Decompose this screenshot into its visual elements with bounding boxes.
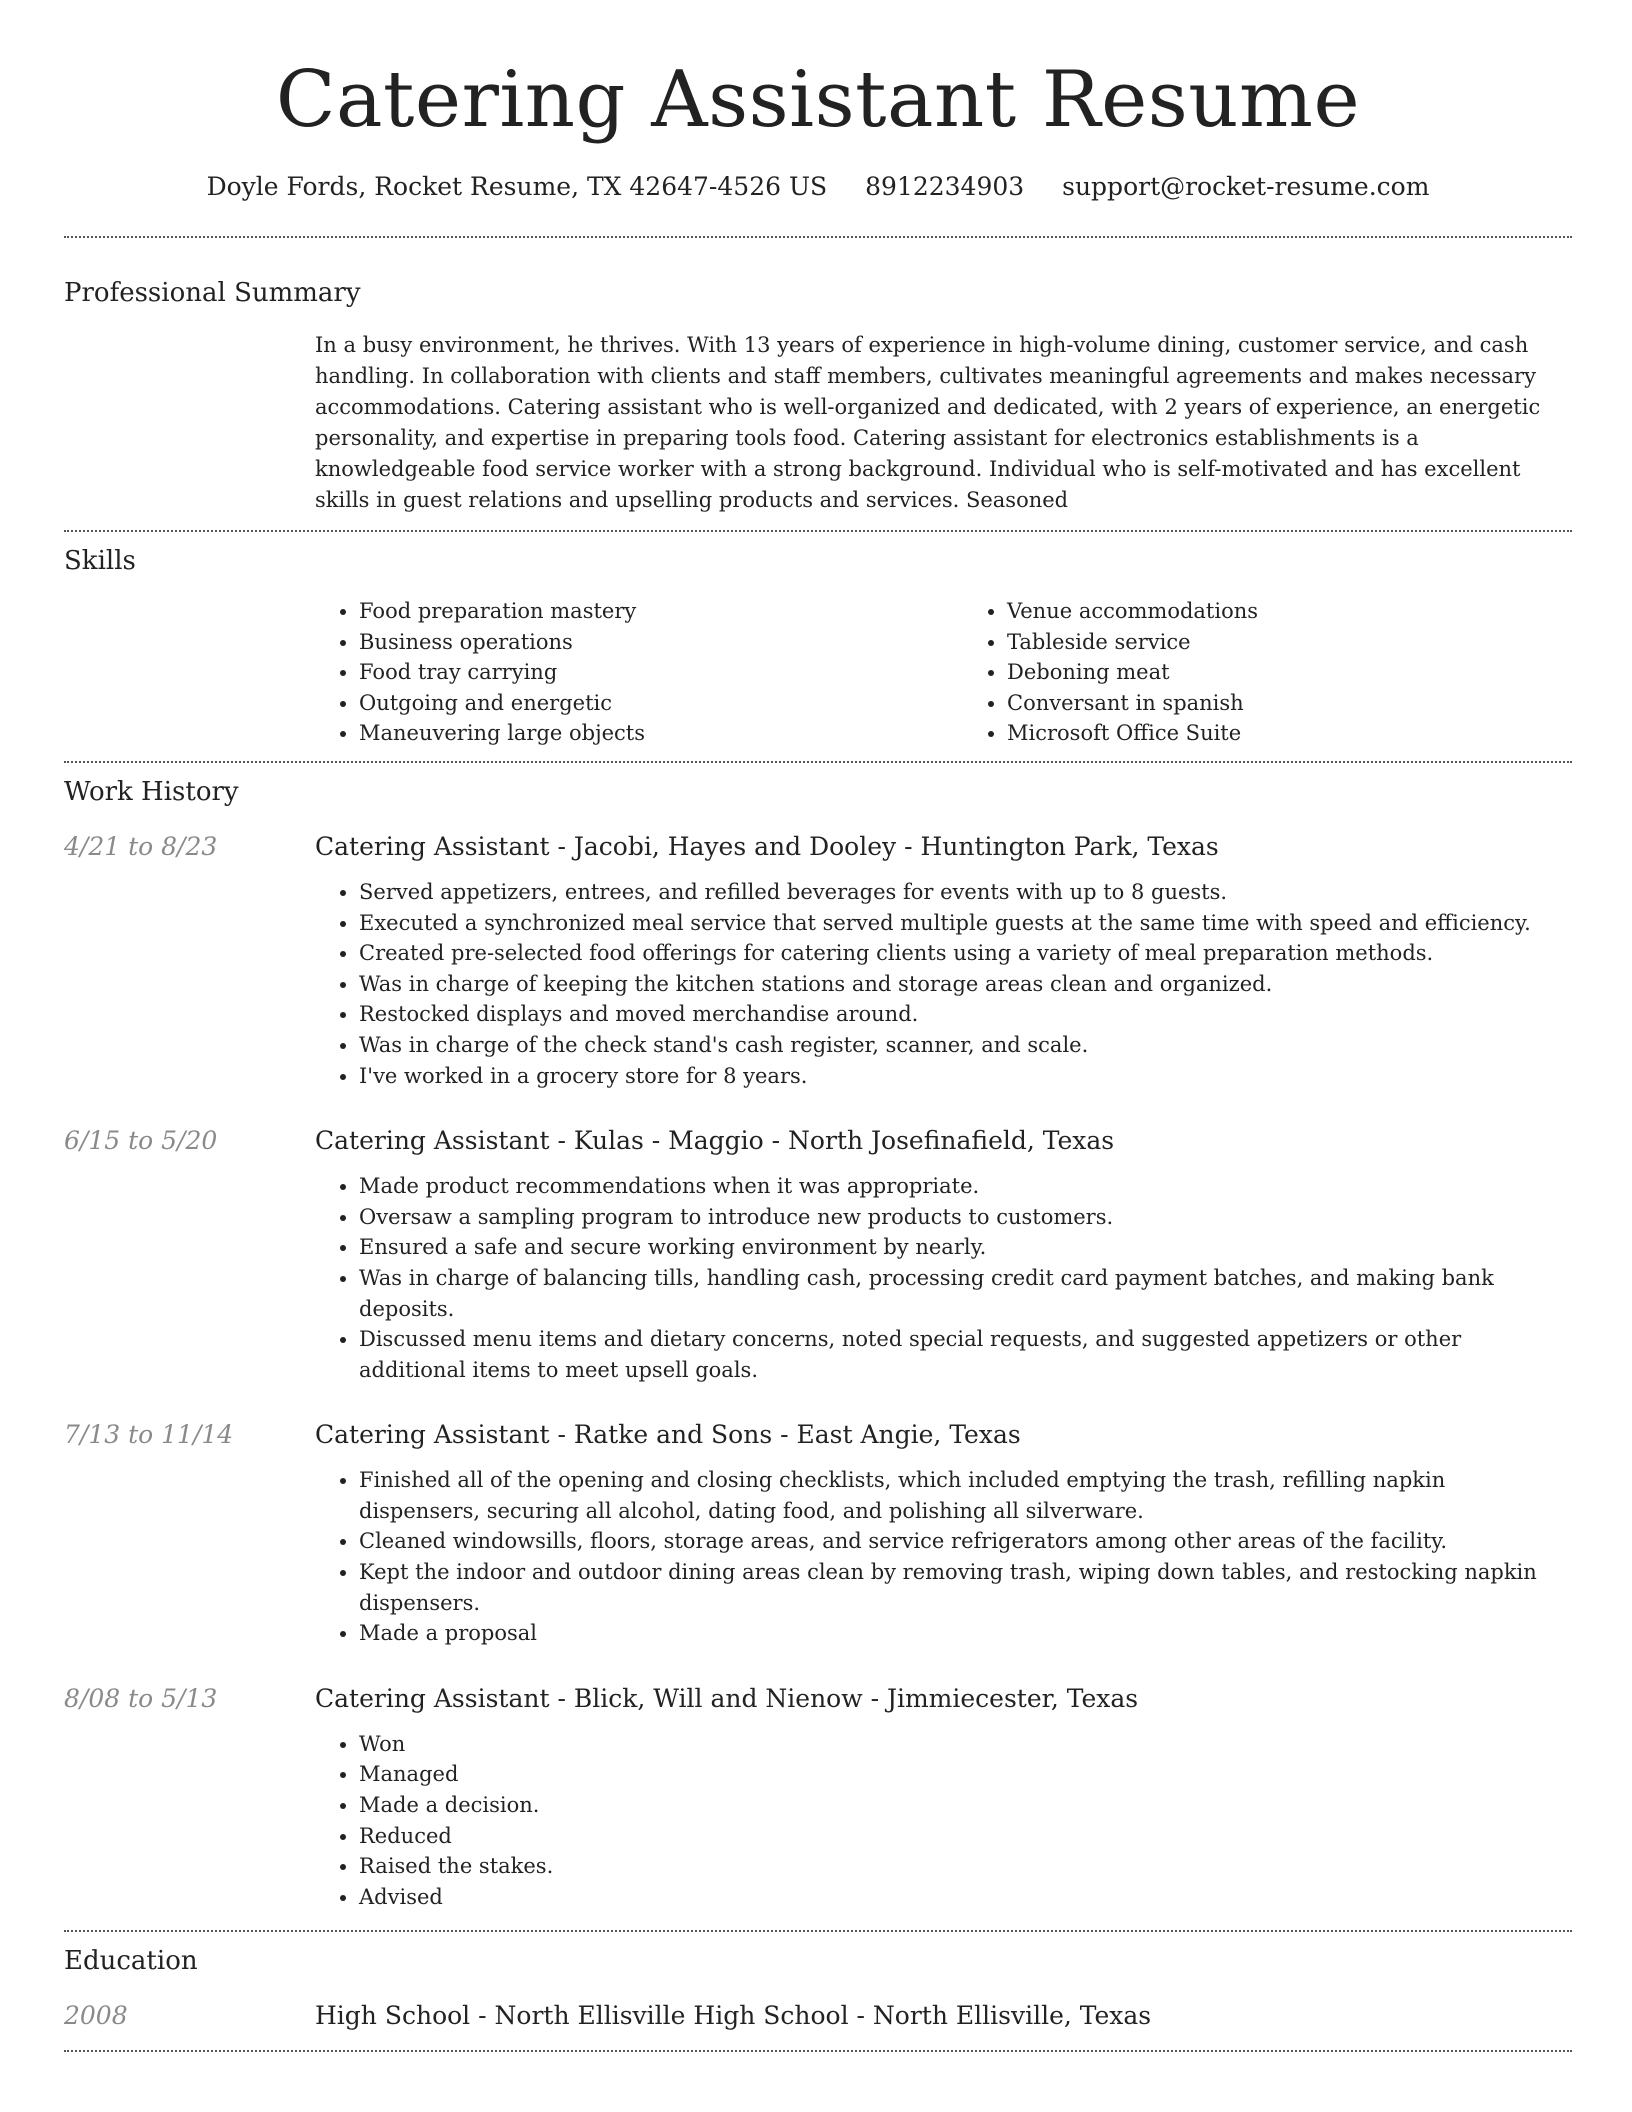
contact-email: support@rocket-resume.com	[1062, 172, 1430, 201]
duty-item: • Won	[359, 1729, 1572, 1760]
divider	[64, 1930, 1572, 1932]
contact-address: Doyle Fords, Rocket Resume, TX 42647-4526 US	[206, 172, 828, 201]
duty-item: • Discussed menu items and dietary concerns, noted special requests, and suggested appetizers or other additional items to meet upsell goals.	[359, 1324, 1572, 1385]
summary-section	[64, 276, 1572, 516]
skill-item: • Business operations	[359, 627, 924, 658]
skills-list-left	[315, 596, 924, 749]
duty-item: • Managed	[359, 1759, 1572, 1790]
section-heading-skills: Skills	[64, 546, 136, 576]
divider	[64, 236, 1572, 238]
job-entry	[64, 1125, 1572, 1385]
job-title: Catering Assistant - Jacobi, Hayes and Dooley - Huntington Park, Texas	[315, 831, 1219, 861]
duty-item: • Made product recommendations when it was appropriate.	[359, 1171, 1572, 1202]
section-heading-summary: Professional Summary	[64, 278, 361, 308]
skills-list-right	[963, 596, 1572, 749]
job-dates: 8/08 to 5/13	[64, 1683, 218, 1713]
job-entry	[64, 1683, 1572, 1913]
job-dates: 7/13 to 11/14	[64, 1420, 234, 1450]
job-duties	[315, 1171, 1572, 1385]
section-heading-education: Education	[64, 1946, 198, 1977]
job-title: Catering Assistant - Blick, Will and Nienow - Jimmiecester, Texas	[315, 1683, 1139, 1713]
divider	[64, 761, 1572, 763]
duty-item: • Made a decision.	[359, 1790, 1572, 1821]
skill-item: • Food tray carrying	[359, 657, 924, 688]
job-title: Catering Assistant - Ratke and Sons - East Angie, Texas	[315, 1420, 1021, 1450]
duty-item: • Served appetizers, entrees, and refilled beverages for events with up to 8 guests.	[359, 877, 1572, 908]
job-dates: 6/15 to 5/20	[64, 1126, 218, 1156]
duty-item: • Restocked displays and moved merchandise around.	[359, 999, 1572, 1030]
duty-item: • Oversaw a sampling program to introduce new products to customers.	[359, 1202, 1572, 1233]
duty-item: • Advised	[359, 1882, 1572, 1913]
skill-item: • Conversant in spanish	[1007, 688, 1572, 719]
summary-text: In a busy environment, he thrives. With 13 years of experience in high-volume dining, customer service, and cash handling. In collaboration with clients and staff members, cultivates meaningful agreements and makes necessary accommodations. Catering assistant who is well-organized and dedicated, with 2 years of experience, an energetic personality, and expertise in preparing tools food. Catering assistant for electronics establishments is a knowledgeable food service worker with a strong background. Individual who is self-motivated and has excellent skills in guest relations and upselling products and services. Seasoned	[315, 333, 1541, 512]
skill-item: • Microsoft Office Suite	[1007, 718, 1572, 749]
duty-item: • Created pre-selected food offerings for catering clients using a variety of meal preparation methods.	[359, 938, 1572, 969]
skill-item: • Tableside service	[1007, 627, 1572, 658]
contact-phone: 8912234903	[865, 172, 1025, 201]
job-duties	[315, 1465, 1572, 1649]
duty-item: • Finished all of the opening and closing checklists, which included emptying the trash, refilling napkin dispensers, securing all alcohol, dating food, and polishing all silverware.	[359, 1465, 1572, 1526]
job-entry	[64, 1419, 1572, 1649]
skills-section	[64, 544, 1572, 749]
duty-item: • Raised the stakes.	[359, 1851, 1572, 1882]
skill-item: • Maneuvering large objects	[359, 718, 924, 749]
section-heading-work: Work History	[64, 776, 239, 807]
divider	[64, 2050, 1572, 2052]
job-entry	[64, 831, 1572, 1091]
duty-item: • Cleaned windowsills, floors, storage areas, and service refrigerators among other areas of the facility.	[359, 1526, 1572, 1557]
job-duties	[315, 877, 1572, 1091]
skill-item: • Outgoing and energetic	[359, 688, 924, 719]
duty-item: • Reduced	[359, 1821, 1572, 1852]
education-title: High School - North Ellisville High School - North Ellisville, Texas	[315, 2001, 1152, 2031]
duty-item: • Made a proposal	[359, 1618, 1572, 1649]
duty-item: • Was in charge of the check stand's cash register, scanner, and scale.	[359, 1030, 1572, 1061]
contact-line	[64, 170, 1572, 204]
education-entry	[64, 2000, 1572, 2032]
work-history-section	[64, 775, 1572, 1912]
duty-item: • Was in charge of keeping the kitchen stations and storage areas clean and organized.	[359, 969, 1572, 1000]
skill-item: • Food preparation mastery	[359, 596, 924, 627]
resume-page	[64, 0, 1572, 2052]
job-dates: 4/21 to 8/23	[64, 831, 218, 861]
duty-item: • Was in charge of balancing tills, handling cash, processing credit card payment batches, and making bank deposits.	[359, 1263, 1572, 1324]
skill-item: • Venue accommodations	[1007, 596, 1572, 627]
job-title: Catering Assistant - Kulas - Maggio - North Josefinafield, Texas	[315, 1126, 1115, 1156]
education-year: 2008	[64, 2001, 128, 2031]
job-duties	[315, 1729, 1572, 1913]
duty-item: • Ensured a safe and secure working environment by nearly.	[359, 1232, 1572, 1263]
duty-item: • Executed a synchronized meal service that served multiple guests at the same time with speed and efficiency.	[359, 908, 1572, 939]
resume-title: Catering Assistant Resume	[275, 55, 1361, 145]
duty-item: • Kept the indoor and outdoor dining areas clean by removing trash, wiping down tables, and restocking napkin dispensers.	[359, 1557, 1572, 1618]
education-section	[64, 1944, 1572, 2032]
duty-item: • I've worked in a grocery store for 8 years.	[359, 1061, 1572, 1092]
divider	[64, 530, 1572, 532]
skill-item: • Deboning meat	[1007, 657, 1572, 688]
